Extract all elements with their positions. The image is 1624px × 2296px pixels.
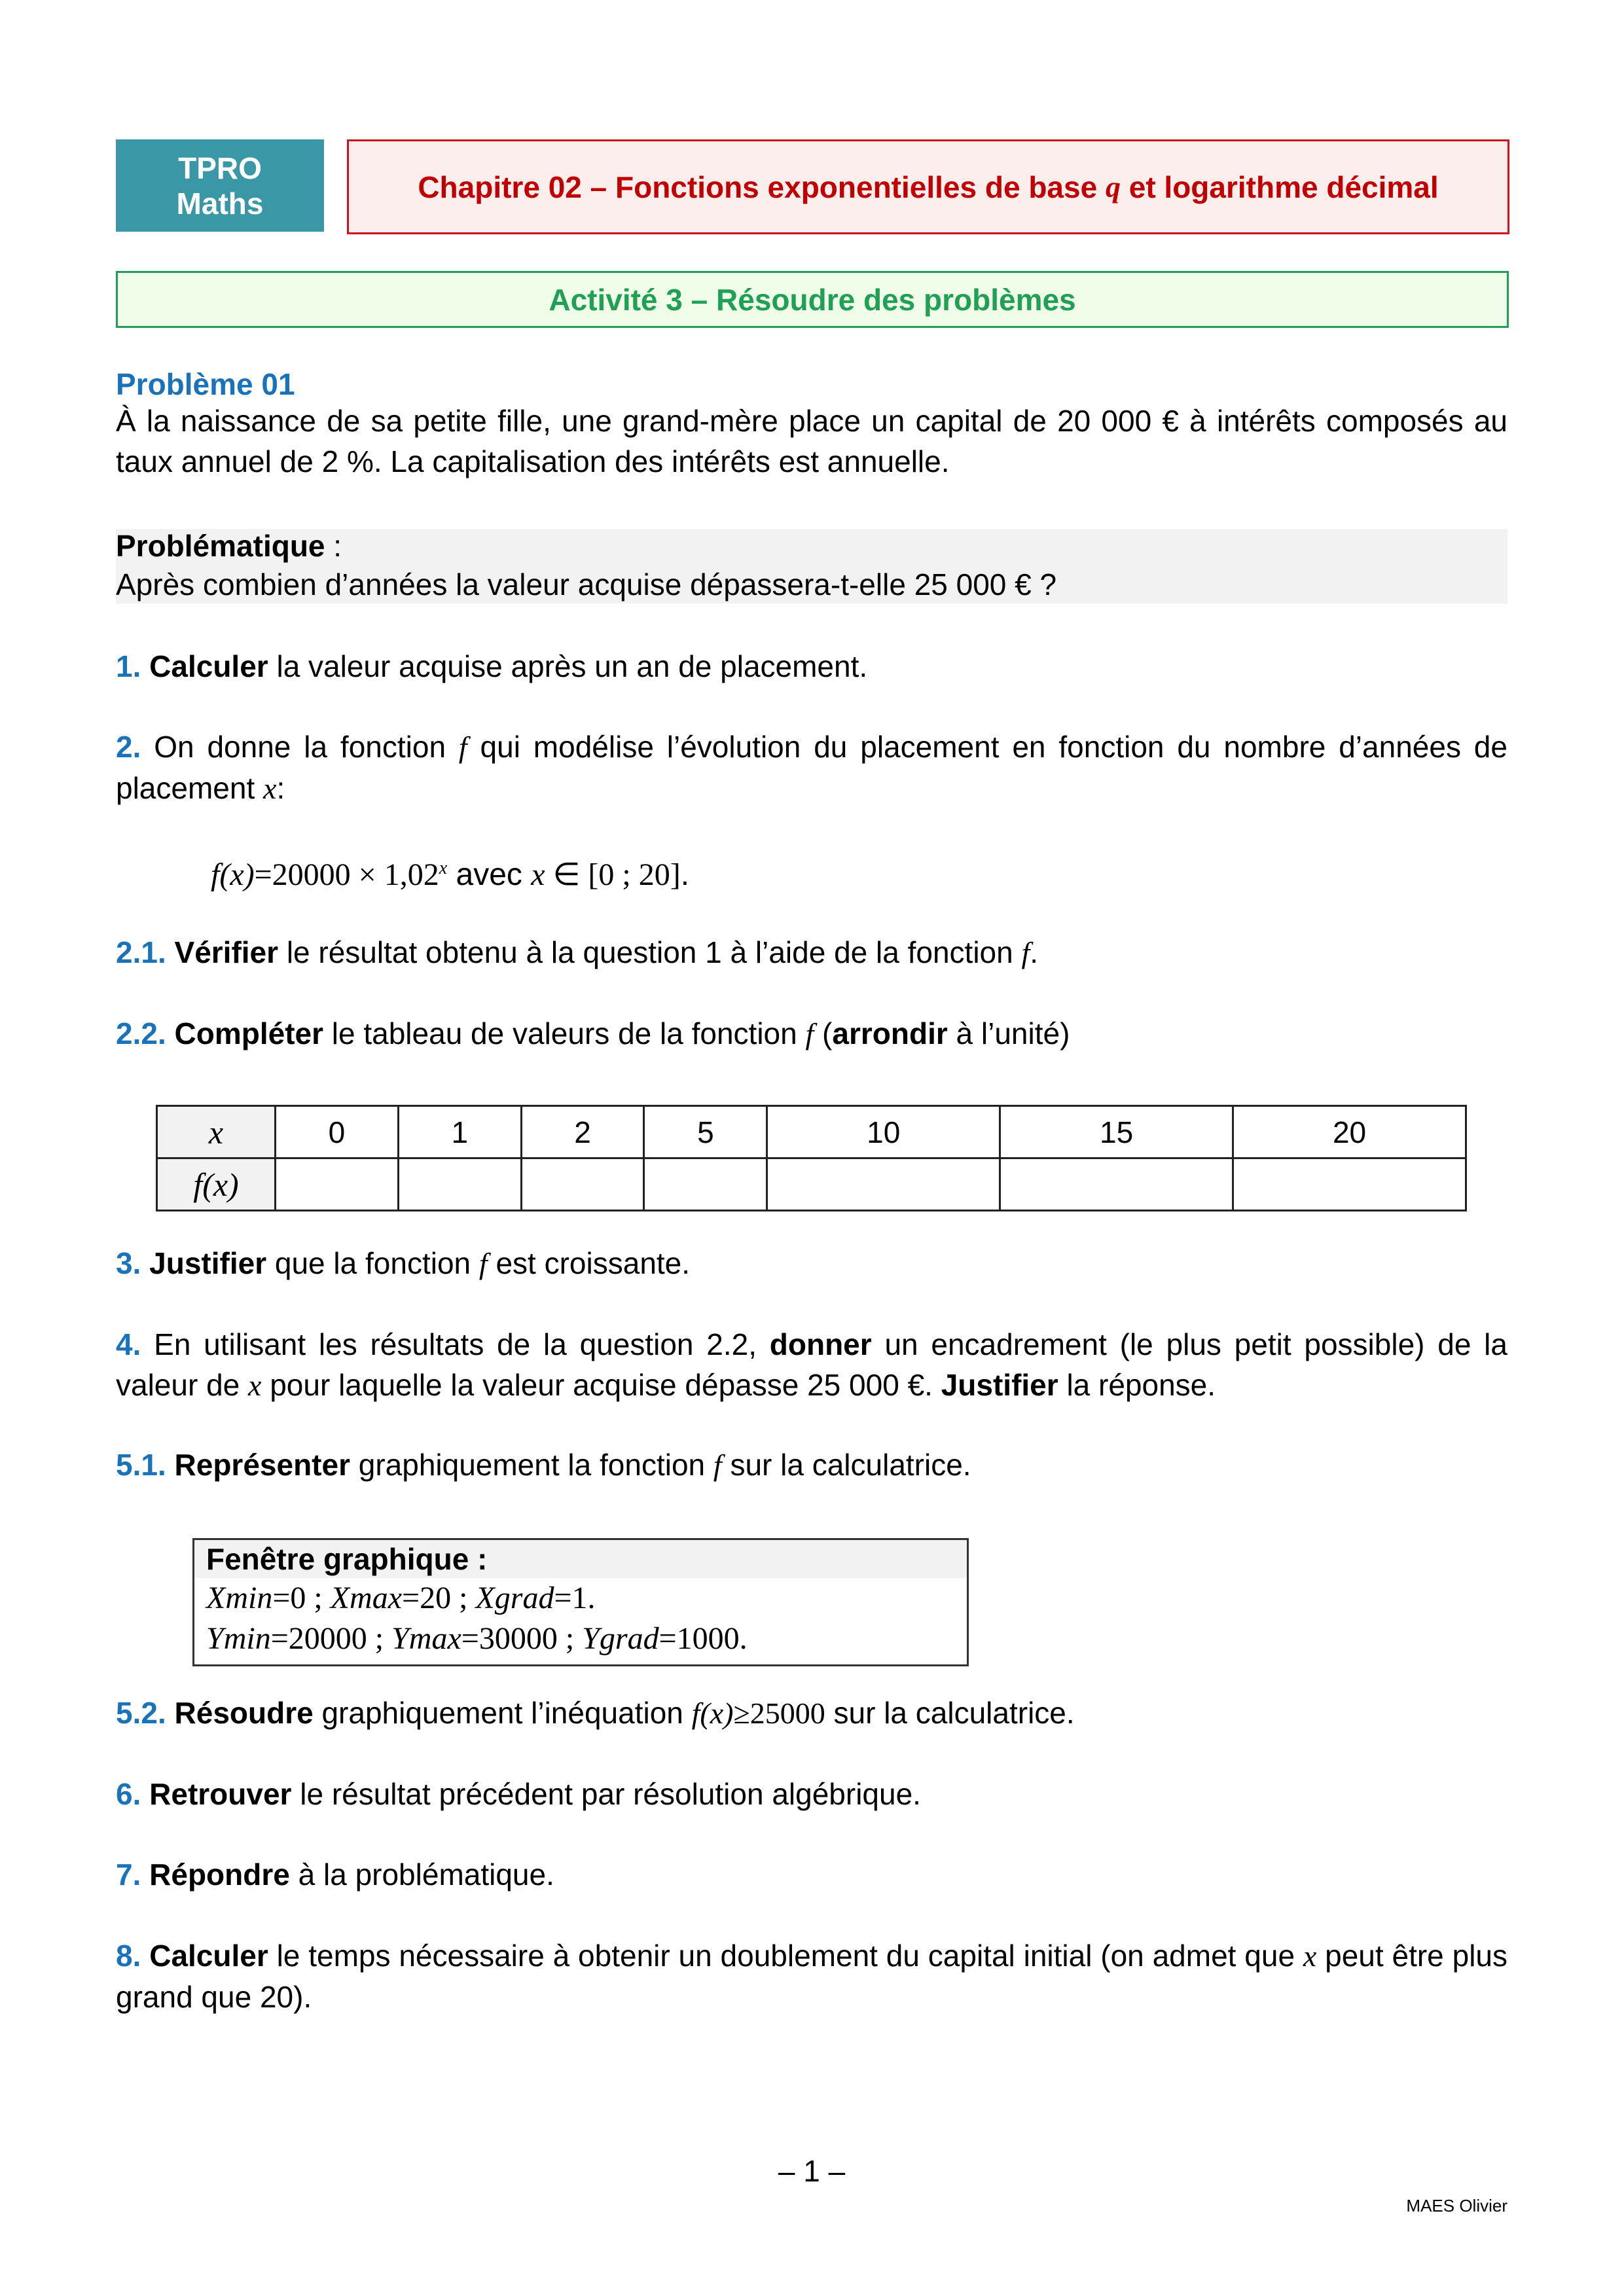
ygrad-label: Ygrad bbox=[582, 1621, 659, 1656]
question-text: On donne la fonction bbox=[141, 730, 459, 764]
question-verb: arrondir bbox=[832, 1016, 948, 1050]
formula-rhs: =20000 × 1,02 bbox=[254, 857, 439, 892]
question-text: sur la calculatrice. bbox=[721, 1448, 971, 1482]
question-number: 2.2. bbox=[116, 1016, 166, 1050]
values-table bbox=[156, 1105, 1467, 1211]
question-verb: Représenter bbox=[174, 1448, 350, 1482]
question-verb: Calculer bbox=[149, 649, 268, 683]
x-cell: 2 bbox=[521, 1106, 644, 1158]
question-text: : bbox=[276, 771, 285, 805]
question-verb: Résoudre bbox=[174, 1696, 314, 1730]
activity-title bbox=[116, 271, 1509, 328]
problematique-heading bbox=[116, 526, 1507, 566]
question-text: graphiquement l’inéquation bbox=[313, 1696, 692, 1730]
ymax-label: Ymax bbox=[391, 1621, 461, 1656]
var-f: f bbox=[713, 1448, 722, 1482]
question-number: 6. bbox=[116, 1777, 141, 1811]
question-text: un encadrement (le plus petit possible) de la valeur de bbox=[116, 1327, 1507, 1402]
table-row-x bbox=[157, 1106, 1466, 1158]
badge-line-1: TPRO bbox=[178, 151, 262, 185]
question-number: 5.1. bbox=[116, 1448, 166, 1482]
question-verb: Répondre bbox=[149, 1857, 290, 1892]
row-header-fx: f(x) bbox=[157, 1158, 276, 1211]
fx-cell[interactable] bbox=[276, 1158, 399, 1211]
question-text: sur la calculatrice. bbox=[825, 1696, 1075, 1730]
problematique-question: Après combien d’années la valeur acquise dépassera-t-elle 25 000 € ? bbox=[116, 567, 1057, 601]
formula-avec: avec bbox=[447, 857, 532, 892]
xgrad-label: Xgrad bbox=[475, 1581, 554, 1615]
question-text: le résultat précédent par résolution algébrique. bbox=[291, 1777, 921, 1811]
question-text: pour laquelle la valeur acquise dépasse 25 000 €. bbox=[261, 1368, 941, 1402]
question-text: En utilisant les résultats de la question 2.2, bbox=[141, 1327, 770, 1361]
var-f: f bbox=[1021, 936, 1030, 969]
x-cell: 0 bbox=[276, 1106, 399, 1158]
question-number: 1. bbox=[116, 649, 141, 683]
table-row-fx bbox=[157, 1158, 1466, 1211]
fx-cell[interactable] bbox=[767, 1158, 1000, 1211]
chapter-title-suffix: et logarithme décimal bbox=[1120, 170, 1439, 204]
question-text: ( bbox=[814, 1016, 833, 1050]
x-cell: 5 bbox=[644, 1106, 767, 1158]
question-verb: Vérifier bbox=[174, 935, 279, 969]
question-6 bbox=[116, 1774, 1507, 1814]
question-verb: Justifier bbox=[149, 1246, 267, 1280]
formula-lhs: f(x) bbox=[211, 857, 255, 892]
fx-cell[interactable] bbox=[398, 1158, 521, 1211]
question-number: 2.1. bbox=[116, 935, 166, 969]
ymin-value: =20000 ; bbox=[270, 1621, 392, 1656]
question-verb: Justifier bbox=[941, 1368, 1058, 1402]
question-text: graphiquement la fonction bbox=[350, 1448, 713, 1482]
question-verb: Compléter bbox=[174, 1016, 323, 1050]
chapter-title bbox=[347, 139, 1509, 234]
question-text: à la problématique. bbox=[289, 1857, 554, 1892]
question-text: la valeur acquise après un an de placement. bbox=[268, 649, 868, 683]
ymax-value: =30000 ; bbox=[461, 1621, 583, 1656]
question-number: 5.2. bbox=[116, 1696, 166, 1730]
question-text: à l’unité) bbox=[947, 1016, 1070, 1050]
level-badge bbox=[116, 139, 324, 232]
question-5-2 bbox=[116, 1693, 1507, 1734]
question-text: le temps nécessaire à obtenir un doublement du capital initial (on admet que bbox=[268, 1939, 1303, 1973]
graph-window-x-settings bbox=[194, 1578, 967, 1619]
formula-in: ∈ bbox=[545, 857, 588, 892]
question-text: le tableau de valeurs de la fonction bbox=[323, 1016, 806, 1050]
question-7 bbox=[116, 1854, 1507, 1895]
ygrad-value: =1000. bbox=[659, 1621, 748, 1656]
x-cell: 20 bbox=[1233, 1106, 1466, 1158]
graph-window-title: Fenêtre graphique : bbox=[194, 1540, 967, 1578]
xgrad-value: =1. bbox=[554, 1581, 596, 1615]
graph-window-y-settings bbox=[194, 1619, 967, 1659]
xmin-label: Xmin bbox=[206, 1581, 273, 1615]
var-f: f bbox=[458, 730, 467, 764]
question-number: 7. bbox=[116, 1857, 141, 1892]
var-f: f bbox=[478, 1247, 488, 1280]
fx-cell[interactable] bbox=[521, 1158, 644, 1211]
question-3 bbox=[116, 1243, 1507, 1284]
problematique-label: Problématique bbox=[116, 529, 325, 563]
var-f: f bbox=[805, 1017, 814, 1050]
var-x: x bbox=[263, 772, 277, 805]
inequation-lhs: f(x) bbox=[691, 1696, 734, 1730]
question-4 bbox=[116, 1324, 1507, 1406]
inequation-rhs: ≥25000 bbox=[733, 1696, 825, 1730]
formula-exponent: x bbox=[439, 858, 448, 878]
question-number: 8. bbox=[116, 1939, 141, 1973]
page-number: – 1 – bbox=[778, 2154, 846, 2188]
question-number: 2. bbox=[116, 730, 141, 764]
badge-line-2: Maths bbox=[176, 186, 264, 221]
var-x: x bbox=[1303, 1939, 1317, 1973]
question-text: qui modélise l’évolution du placement en fonction du nombre d’années de placement bbox=[116, 730, 1507, 805]
author-name: MAES Olivier bbox=[1406, 2196, 1507, 2215]
x-cell: 1 bbox=[398, 1106, 521, 1158]
question-2 bbox=[116, 726, 1507, 809]
graph-window-box bbox=[192, 1538, 969, 1666]
formula-end: . bbox=[680, 857, 690, 892]
var-x: x bbox=[248, 1369, 262, 1402]
question-number: 3. bbox=[116, 1246, 141, 1280]
problem-title: Problème 01 bbox=[116, 367, 295, 401]
question-8 bbox=[116, 1935, 1507, 2017]
question-text: le résultat obtenu à la question 1 à l’aide de la fonction bbox=[278, 935, 1022, 969]
question-verb: donner bbox=[769, 1327, 872, 1361]
formula-interval: [0 ; 20] bbox=[588, 857, 681, 892]
chapter-title-var: q bbox=[1105, 170, 1121, 204]
fx-cell[interactable] bbox=[1233, 1158, 1466, 1211]
xmin-value: =0 ; bbox=[272, 1581, 331, 1615]
function-formula bbox=[211, 848, 689, 895]
fx-cell[interactable] bbox=[1000, 1158, 1233, 1211]
problem-statement: À la naissance de sa petite fille, une grand-mère place un capital de 20 000 € à intérêts composés au taux annuel de 2 %. La capitalisation des intérêts est annuelle. bbox=[116, 404, 1507, 478]
question-verb: Retrouver bbox=[149, 1777, 292, 1811]
question-2-2 bbox=[116, 1013, 1507, 1054]
question-verb: Calculer bbox=[149, 1939, 268, 1973]
question-end: . bbox=[1030, 935, 1039, 969]
question-2-1 bbox=[116, 932, 1507, 973]
question-number: 4. bbox=[116, 1327, 141, 1361]
problematique-colon: : bbox=[325, 529, 342, 563]
x-cell: 15 bbox=[1000, 1106, 1233, 1158]
question-text: peut être plus grand que 20). bbox=[116, 1939, 1507, 2014]
question-text: que la fonction bbox=[266, 1246, 479, 1280]
row-header-x: x bbox=[157, 1106, 276, 1158]
xmax-label: Xmax bbox=[330, 1581, 403, 1615]
question-text: la réponse. bbox=[1058, 1368, 1216, 1402]
xmax-value: =20 ; bbox=[402, 1581, 476, 1615]
question-5-1 bbox=[116, 1444, 1507, 1486]
ymin-label: Ymin bbox=[206, 1621, 271, 1656]
formula-var: x bbox=[531, 857, 545, 892]
x-cell: 10 bbox=[767, 1106, 1000, 1158]
question-text: est croissante. bbox=[487, 1246, 691, 1280]
activity-title-text: Activité 3 – Résoudre des problèmes bbox=[549, 282, 1076, 317]
fx-cell[interactable] bbox=[644, 1158, 767, 1211]
chapter-title-prefix: Chapitre 02 – Fonctions exponentielles de base bbox=[418, 170, 1106, 204]
question-1 bbox=[116, 646, 1507, 687]
